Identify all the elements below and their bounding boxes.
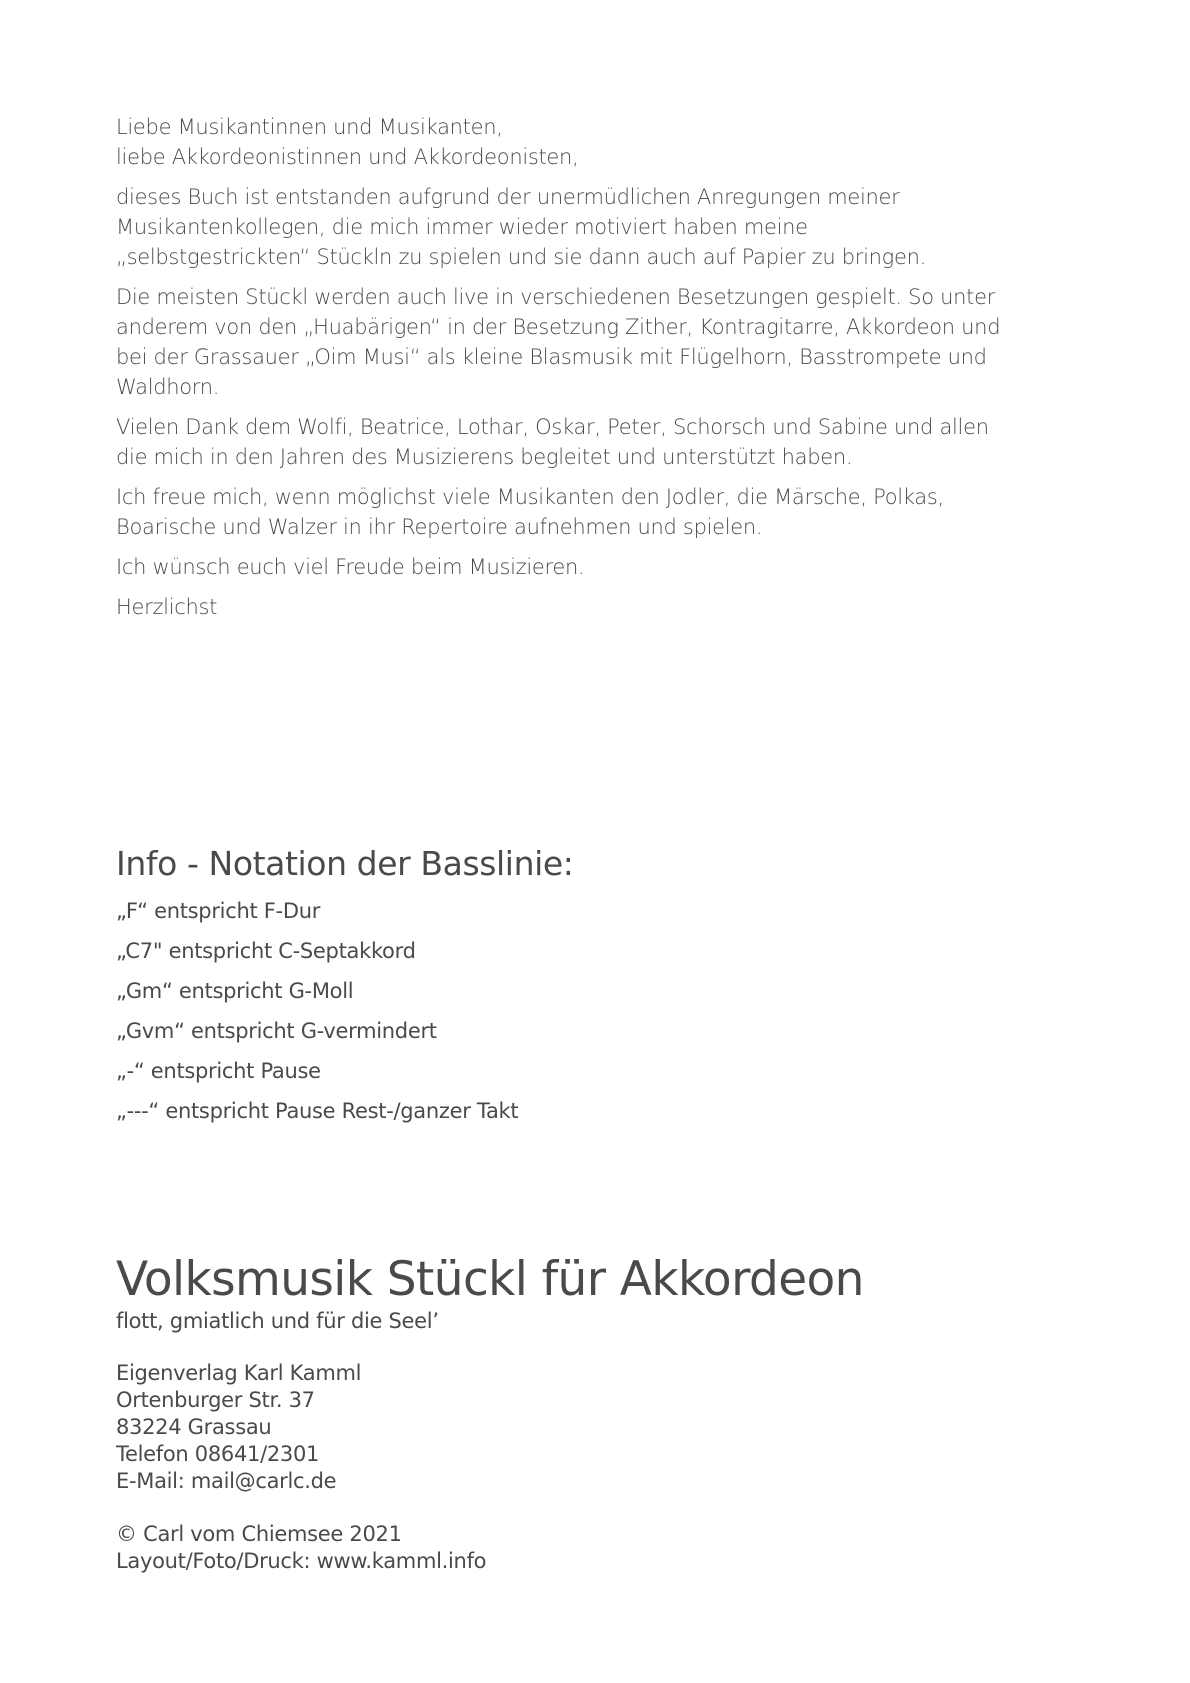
letter-paragraph [116,412,1076,472]
notation-entry: „-“ entspricht Pause [116,1059,321,1083]
text-line: Boarische und Walzer in ihr Repertoire aufnehmen und spielen. [116,515,763,539]
letter-paragraph [116,282,1076,402]
notation-entry: „Gvm“ entspricht G-vermindert [116,1019,437,1043]
notation-entry: „Gm“ entspricht G-Moll [116,979,354,1003]
letter-closing [116,592,1076,622]
letter-paragraph [116,182,1076,272]
text-line: Vielen Dank dem Wolfi, Beatrice, Lothar, Oskar, Peter, Schorsch und Sabine und allen [116,415,989,439]
notation-entry: „C7" entspricht C-Septakkord [116,939,416,963]
text-line: Herzlichst [116,595,218,619]
text-line: „selbstgestrickten“ Stückln zu spielen und sie dann auch auf Papier zu bringen. [116,245,926,269]
phone-line: Telefon 08641/2301 [116,1442,320,1466]
address-line: Eigenverlag Karl Kamml [116,1361,362,1385]
address-line: Ortenburger Str. 37 [116,1388,315,1412]
book-title: Volksmusik Stückl für Akkordeon [116,1252,864,1307]
credits-line: Layout/Foto/Druck: www.kamml.info [116,1549,487,1573]
copyright-block [116,1521,1076,1575]
info-section [116,844,1076,1138]
copyright-line: © Carl vom Chiemsee 2021 [116,1522,402,1546]
notation-entry: „F“ entspricht F-Dur [116,899,321,923]
publisher-address [116,1360,1076,1495]
letter-body [116,112,1076,632]
notation-entry: „---“ entspricht Pause Rest-/ganzer Takt [116,1099,519,1123]
info-heading: Info - Notation der Basslinie: [116,844,574,883]
letter-paragraph [116,552,1076,582]
text-line: Musikantenkollegen, die mich immer wieder motiviert haben meine [116,215,808,239]
text-line: die mich in den Jahren des Musizierens begleitet und unterstützt haben. [116,445,853,469]
text-line: Waldhorn. [116,375,220,399]
letter-greeting [116,112,1076,172]
imprint-section [116,1252,1076,1575]
letter-paragraph [116,482,1076,542]
text-line: Ich wünsch euch viel Freude beim Musizieren. [116,555,585,579]
text-line: Ich freue mich, wenn möglichst viele Musikanten den Jodler, die Märsche, Polkas, [116,485,944,509]
text-line: Die meisten Stückl werden auch live in verschiedenen Besetzungen gespielt. So unter [116,285,996,309]
text-line: bei der Grassauer „Oim Musi“ als kleine Blasmusik mit Flügelhorn, Basstrompete und [116,345,987,369]
text-line: anderem von den „Huabärigen“ in der Besetzung Zither, Kontragitarre, Akkordeon und [116,315,1001,339]
greeting-line: Liebe Musikantinnen und Musikanten, [116,115,503,139]
book-subtitle: flott, gmiatlich und für die Seel’ [116,1309,439,1333]
text-line: dieses Buch ist entstanden aufgrund der unermüdlichen Anregungen meiner [116,185,900,209]
address-line: 83224 Grassau [116,1415,272,1439]
greeting-line: liebe Akkordeonistinnen und Akkordeonisten, [116,145,579,169]
email-line: E-Mail: mail@carlc.de [116,1469,337,1493]
